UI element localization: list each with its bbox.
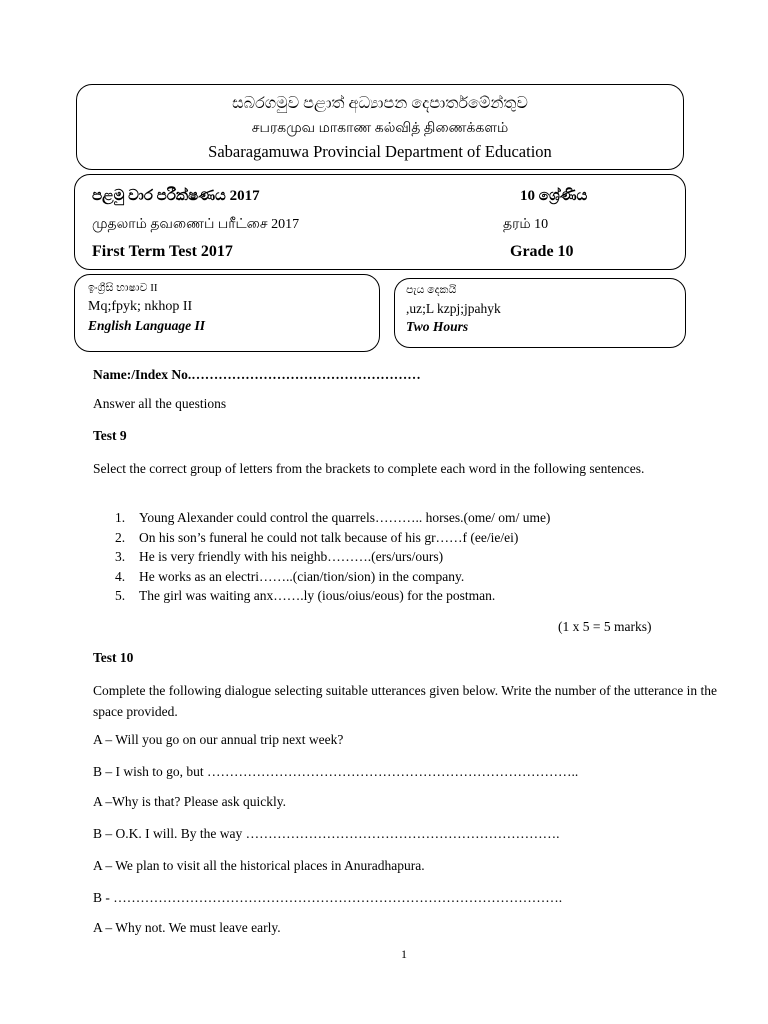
english-department-title: Sabaragamuwa Provincial Department of Education xyxy=(208,142,552,161)
page-number: 1 xyxy=(401,947,407,961)
test9-question xyxy=(115,528,550,548)
tamil-department-title: சபரகமுவ மாகாண கல்வித் திணைக்களம் xyxy=(251,121,509,136)
question-number: 3. xyxy=(115,549,126,564)
dialogue-line: A – Why not. We must leave early. xyxy=(93,920,281,935)
question-number: 5. xyxy=(115,588,126,603)
term-info-box xyxy=(74,174,686,270)
dialogue-line: B – I wish to go, but ……………………………………………………………………….. xyxy=(93,764,579,779)
test9-question xyxy=(115,586,550,606)
test9-question xyxy=(115,567,550,587)
dialogue-line: A – We plan to visit all the historical places in Anuradhapura. xyxy=(93,858,425,873)
tamil-test-title: முதலாம் தவணைப் பரீட்சை 2017 xyxy=(92,217,300,232)
question-text: Young Alexander could control the quarrels……….. horses.(ome/ om/ ume) xyxy=(139,510,551,525)
question-text: On his son’s funeral he could not talk because of his gr……f (ee/ie/ei) xyxy=(139,529,519,545)
duration-box xyxy=(394,278,686,348)
subject-box xyxy=(74,274,380,352)
question-number: 1. xyxy=(115,510,126,525)
question-text: He works as an electri……..(cian/tion/sion) in the company. xyxy=(139,568,465,584)
name-index-line: Name:/Index No.…………………………………………… xyxy=(93,367,421,382)
dialogue-line: A –Why is that? Please ask quickly. xyxy=(93,794,286,809)
tamil-duration: ,uz;L kzpj;jpahyk xyxy=(406,301,501,316)
question-number: 4. xyxy=(115,568,126,584)
english-test-title: First Term Test 2017 xyxy=(92,243,233,260)
question-number: 2. xyxy=(115,529,126,545)
question-text: He is very friendly with his neighb……….(ers/urs/ours) xyxy=(139,549,444,564)
instruction: Answer all the questions xyxy=(93,396,227,411)
test10-prompt: Complete the following dialogue selecting suitable utterances given below. Write the number of the utterance in the space provided. xyxy=(93,683,718,719)
test9-question xyxy=(115,508,550,528)
sinhala-department-title: සබරගමුව පළාත් අධ්‍යාපන දෙපාර්තමේන්තුව xyxy=(232,95,528,112)
question-text: The girl was waiting anx…….ly (ious/oius/eous) for the postman. xyxy=(139,588,496,603)
tamil-grade: தரம் 10 xyxy=(503,217,549,232)
dialogue-line: A – Will you go on our annual trip next week? xyxy=(93,732,344,747)
test9-question xyxy=(115,547,550,567)
dialogue-line: B - ………………………………………………………………………………………. xyxy=(93,890,563,905)
sinhala-subject: ඉංග්‍රීසි භාෂාව II xyxy=(88,282,158,294)
tamil-subject: Mq;fpyk; nkhop II xyxy=(88,299,193,314)
department-header-box xyxy=(76,84,684,170)
sinhala-test-title: පළමු වාර පරීක්ෂණය 2017 xyxy=(92,188,260,204)
test10-heading: Test 10 xyxy=(93,650,134,665)
english-subject: English Language II xyxy=(88,318,206,333)
test9-prompt: Select the correct group of letters from the brackets to complete each word in the following sentences. xyxy=(93,461,645,476)
sinhala-grade: 10 ශ්‍රේණිය xyxy=(520,188,588,204)
test9-marks: (1 x 5 = 5 marks) xyxy=(558,619,652,634)
english-grade: Grade 10 xyxy=(510,243,574,260)
english-duration: Two Hours xyxy=(406,319,469,334)
sinhala-duration: පැය දෙකයි xyxy=(406,284,457,296)
test9-question-list xyxy=(115,508,550,606)
dialogue-line: B – O.K. I will. By the way ……………………………………………………………. xyxy=(93,826,560,841)
test9-heading: Test 9 xyxy=(93,428,127,443)
